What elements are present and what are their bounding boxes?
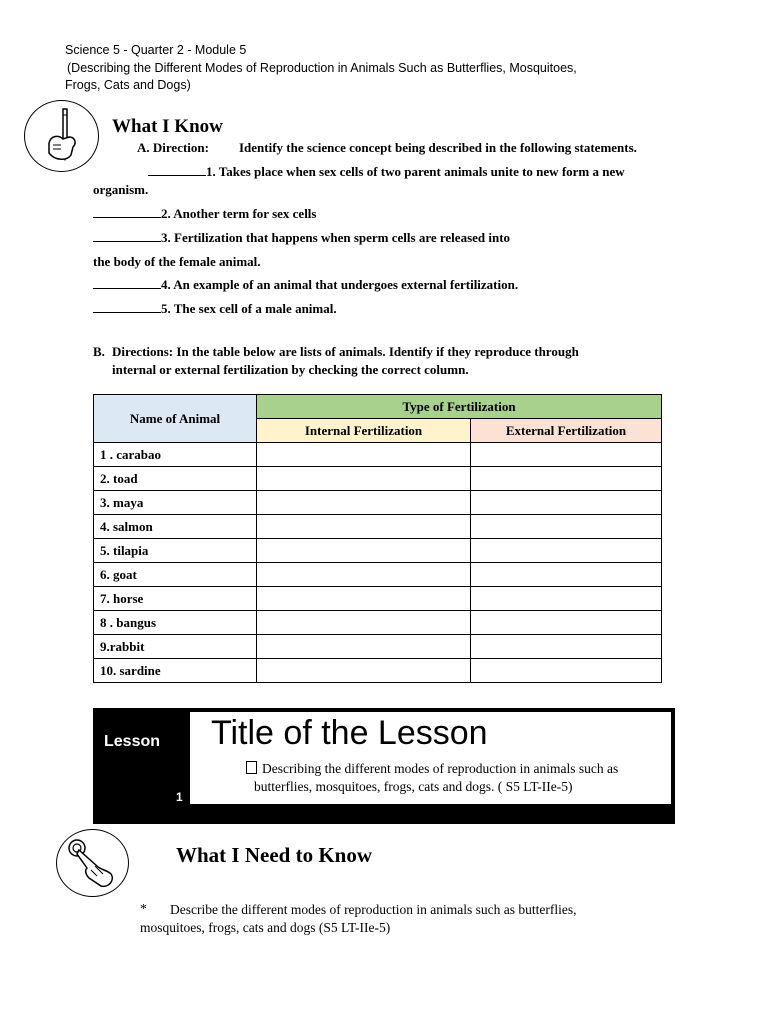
internal-check-cell[interactable]: [257, 443, 471, 467]
statement-3: [93, 229, 510, 246]
animal-name-cell: 7. horse: [94, 587, 257, 611]
direction-b-line2: internal or external fertilization by checking the correct column.: [112, 362, 469, 377]
table-row: [94, 563, 662, 587]
internal-check-cell[interactable]: [257, 611, 471, 635]
statement-2: [93, 205, 316, 222]
animal-name-cell: 8 . bangus: [94, 611, 257, 635]
external-check-cell[interactable]: [471, 467, 662, 491]
module-header-line1: Science 5 - Quarter 2 - Module 5: [65, 43, 247, 57]
table-row: [94, 635, 662, 659]
statement-2-text: 2. Another term for sex cells: [161, 206, 317, 221]
external-check-cell[interactable]: [471, 563, 662, 587]
external-check-cell[interactable]: [471, 587, 662, 611]
lesson-description-line2: [254, 778, 572, 796]
statement-3-text: 3. Fertilization that happens when sperm cells are released into: [161, 230, 511, 245]
animal-name-cell: 3. maya: [94, 491, 257, 515]
answer-blank-2[interactable]: [93, 205, 161, 218]
statement-1-continued: organism.: [93, 182, 149, 197]
table-row: [94, 443, 662, 467]
animal-name-cell: 1 . carabao: [94, 443, 257, 467]
fertilization-table: [93, 394, 662, 683]
external-check-cell[interactable]: [471, 659, 662, 683]
finger-pointing-icon: [56, 829, 129, 897]
internal-check-cell[interactable]: [257, 539, 471, 563]
what-i-know-heading: What I Know: [112, 116, 223, 137]
direction-a-label: A. Direction:: [137, 140, 209, 155]
animal-name-cell: 4. salmon: [94, 515, 257, 539]
internal-check-cell[interactable]: [257, 563, 471, 587]
lesson-title: Title of the Lesson: [211, 714, 488, 752]
external-check-cell[interactable]: [471, 491, 662, 515]
answer-blank-4[interactable]: [93, 276, 161, 289]
lesson-description-line1: [246, 760, 674, 778]
lesson-description-text-2: butterflies, mosquitoes, frogs, cats and dogs: [254, 779, 491, 794]
objective-line2: mosquitoes, frogs, cats and dogs (S5 LT-IIe-5): [140, 920, 391, 935]
answer-blank-5[interactable]: [93, 300, 161, 313]
lesson-description-text: Describing the different modes of reproduction in animals such as: [262, 761, 619, 776]
direction-a-text: Identify the science concept being described in the following statements.: [239, 140, 637, 155]
internal-check-cell[interactable]: [257, 515, 471, 539]
internal-check-cell[interactable]: [257, 635, 471, 659]
table-row: [94, 491, 662, 515]
animal-name-cell: 10. sardine: [94, 659, 257, 683]
answer-blank-3[interactable]: [93, 229, 161, 242]
external-fertilization-header: External Fertilization: [471, 419, 662, 443]
table-row: [94, 587, 662, 611]
internal-check-cell[interactable]: [257, 467, 471, 491]
statement-4: [93, 276, 518, 293]
animal-name-cell: 5. tilapia: [94, 539, 257, 563]
statement-5: [93, 300, 337, 317]
module-header-line2: (Describing the Different Modes of Reproduction in Animals Such as Butterflies, Mosquitoes,: [67, 61, 577, 75]
direction-b-line1: Directions: In the table below are lists of animals. Identify if they reproduce through: [112, 344, 579, 359]
internal-check-cell[interactable]: [257, 587, 471, 611]
box-bullet-icon: [246, 761, 257, 774]
statement-1: [148, 163, 723, 180]
statement-4-text: 4. An example of an animal that undergoes external fertilization.: [161, 277, 519, 292]
animal-name-cell: 2. toad: [94, 467, 257, 491]
what-i-need-to-know-heading: What I Need to Know: [176, 843, 373, 867]
table-row: [94, 539, 662, 563]
module-header-line3: Frogs, Cats and Dogs): [65, 78, 191, 92]
internal-check-cell[interactable]: [257, 491, 471, 515]
objective-line1: Describe the different modes of reproduction in animals such as butterflies,: [170, 902, 577, 917]
table-row: [94, 515, 662, 539]
objective-bullet: *: [140, 901, 147, 916]
type-of-fertilization-header: Type of Fertilization: [257, 395, 662, 419]
external-check-cell[interactable]: [471, 635, 662, 659]
table-row: [94, 659, 662, 683]
direction-b-label: B.: [93, 344, 105, 359]
answer-blank-1[interactable]: [148, 163, 206, 176]
internal-fertilization-header: Internal Fertilization: [257, 419, 471, 443]
animal-name-cell: 9.rabbit: [94, 635, 257, 659]
table-header-row: [94, 395, 662, 419]
external-check-cell[interactable]: [471, 515, 662, 539]
statement-5-text: 5. The sex cell of a male animal.: [161, 301, 337, 316]
statement-3-continued: the body of the female animal.: [93, 254, 261, 269]
hand-holding-pencil-icon: [24, 100, 99, 172]
lesson-code: . ( S5 LT-IIe-5): [490, 779, 573, 794]
name-of-animal-header: Name of Animal: [94, 395, 257, 443]
table-row: [94, 467, 662, 491]
external-check-cell[interactable]: [471, 611, 662, 635]
lesson-number: 1: [176, 790, 183, 804]
statement-1-text: 1. Takes place when sex cells of two parent animals unite to new form a new: [206, 164, 625, 179]
external-check-cell[interactable]: [471, 443, 662, 467]
external-check-cell[interactable]: [471, 539, 662, 563]
lesson-label: Lesson: [104, 733, 161, 750]
table-row: [94, 611, 662, 635]
internal-check-cell[interactable]: [257, 659, 471, 683]
animal-name-cell: 6. goat: [94, 563, 257, 587]
